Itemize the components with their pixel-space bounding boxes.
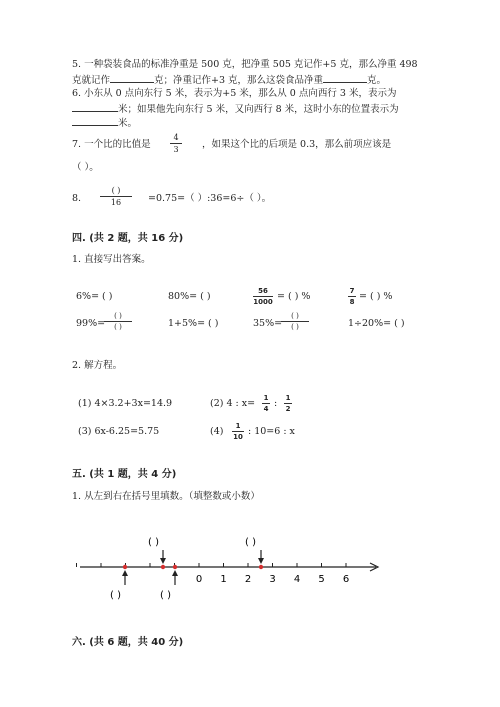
section4-q2-title: 2. 解方程。 [72,360,123,371]
number-line [0,530,500,620]
q6-text-b: 米。 [118,118,138,129]
q7-frac-num: 4 [173,133,179,142]
section5-q1-title: 1. 从左到右在括号里填数。（填整数或小数） [72,491,260,502]
calc-r1c3-rest: = ( ) % [277,291,311,302]
calc-r1c4-fraction [348,287,356,306]
equation-2-frac1 [262,394,270,413]
q6-line1: 6. 小东从 0 点向东行 5 米，表示为+5 米，那么从 0 点向西行 3 米，表示为 [72,88,397,99]
number-line-tick-label: 0 [195,574,203,585]
arrow-up-2-head [172,570,178,576]
number-line-tick-label: 5 [318,574,325,585]
number-line-tick-label: 2 [244,574,252,585]
calc-r1c4-den: 8 [349,298,355,306]
calc-r1c3-num: 56 [258,287,268,295]
calc-r2c1-num[interactable]: ( ) [114,312,122,320]
equation-2-num1: 1 [263,394,269,402]
q8-fraction [100,186,132,207]
equation-2-pre: (2) 4 : x= [210,398,256,409]
q6-blank-2[interactable] [72,115,118,126]
calc-r2c3-fraction [281,312,309,331]
calc-r1c4-rest: = ( ) % [359,291,393,302]
equation-4-rest: : 10=6 : x [248,426,295,437]
section4-title: 四. (共 2 题，共 16 分) [72,233,184,244]
point-marker-2 [161,565,165,569]
equation-2-frac2 [284,394,292,413]
calc-r1c1: 6%= ( ) [76,291,113,302]
equation-2-mid: : [274,398,278,409]
equation-1: (1) 4×3.2+3x=14.9 [78,398,173,409]
point-marker-3 [173,565,177,569]
equation-4-num: 1 [235,422,241,430]
arrow-up-1-head [122,570,128,576]
paren-bottom-1[interactable]: ( ) [110,590,121,601]
calc-r2c1-bar [104,321,132,322]
number-line-tick-label: 6 [342,574,350,585]
section6-title: 六. (共 6 题，共 40 分) [72,637,184,648]
equation-2-den1: 4 [263,405,269,413]
calc-r1c3-bar [253,296,273,297]
q8-frac-bar [100,196,132,197]
equation-2-bar1 [262,403,270,404]
q5-line2 [72,72,386,87]
calc-r2c3-pre: 35%= [253,318,283,329]
number-line-tick-label: 1 [220,574,227,585]
point-marker-4 [259,565,263,569]
equation-3: (3) 6x-6.25=5.75 [78,426,160,437]
number-line-tick-label: 3 [269,574,276,585]
q5-text-b: 克；净重记作+3 克，那么这袋食品净重 [154,75,324,86]
q7-prefix: 7. 一个比的比值是 [72,139,151,150]
equation-4-pre: (4) [210,426,224,437]
calc-r1c4-bar [348,296,356,297]
equation-2-num2: 1 [285,394,291,402]
section5-title: 五. (共 1 题，共 4 分) [72,469,177,480]
point-marker-1 [123,565,127,569]
paren-top-2[interactable]: ( ) [245,537,256,548]
arrow-down-1-head [160,558,166,564]
q6-blank-1[interactable] [72,101,118,112]
q7-frac-den: 3 [173,145,179,154]
q8-frac-den: 16 [110,198,122,207]
calc-r2c1-fraction [104,312,132,331]
q7-fraction [170,133,182,154]
calc-r2c4: 1÷20%= ( ) [348,318,405,329]
q6-line3 [72,115,137,130]
q5-text-a: 克就记作 [72,75,111,86]
equation-2-bar2 [284,403,292,404]
paren-top-1[interactable]: ( ) [148,537,159,548]
section4-q1-title: 1. 直接写出答案。 [72,254,151,265]
calc-r1c4-num: 7 [349,287,355,295]
arrow-down-2-head [258,558,264,564]
equation-4-fraction [232,422,244,441]
calc-r1c3-den: 1000 [253,298,273,306]
calc-r2c2: 1+5%= ( ) [168,318,219,329]
q6-text-a: 米；如果他先向东行 5 米，又向西行 8 米，这时小东的位置表示为 [118,104,399,115]
q5-blank-2[interactable] [323,72,367,83]
calc-r1c3-fraction [253,287,273,306]
number-line-tick-label: 4 [293,574,301,585]
number-line-labels [196,574,349,585]
q8-rest: =0.75=（ ）:36=6÷（ ）。 [148,193,272,204]
q6-line2 [72,101,399,116]
calc-r2c3-den[interactable]: ( ) [291,323,299,331]
calc-r1c2: 80%= ( ) [168,291,211,302]
equation-4-den: 10 [233,433,243,441]
q5-line1: 5. 一种袋装食品的标准净重是 500 克，把净重 505 克记作+5 克，那么净重 498 [72,59,418,70]
calc-r2c1-pre: 99%= [76,318,106,329]
paren-bottom-2[interactable]: ( ) [160,590,171,601]
calc-r2c3-num[interactable]: ( ) [291,312,299,320]
calc-r2c1-den[interactable]: ( ) [114,323,122,331]
calc-r2c3-bar [281,321,309,322]
q7-frac-bar [170,143,182,144]
equation-4-bar [232,431,244,432]
equation-2-den2: 2 [285,405,291,413]
q7-suffix: ，如果这个比的后项是 0.3，那么前项应该是 [202,139,392,150]
q5-text-c: 克。 [367,75,387,86]
q8-label: 8. [72,193,82,204]
q8-frac-num[interactable]: ( ) [111,186,121,195]
q5-blank-1[interactable] [110,72,154,83]
q7-answer[interactable]: （ ）。 [72,162,99,173]
